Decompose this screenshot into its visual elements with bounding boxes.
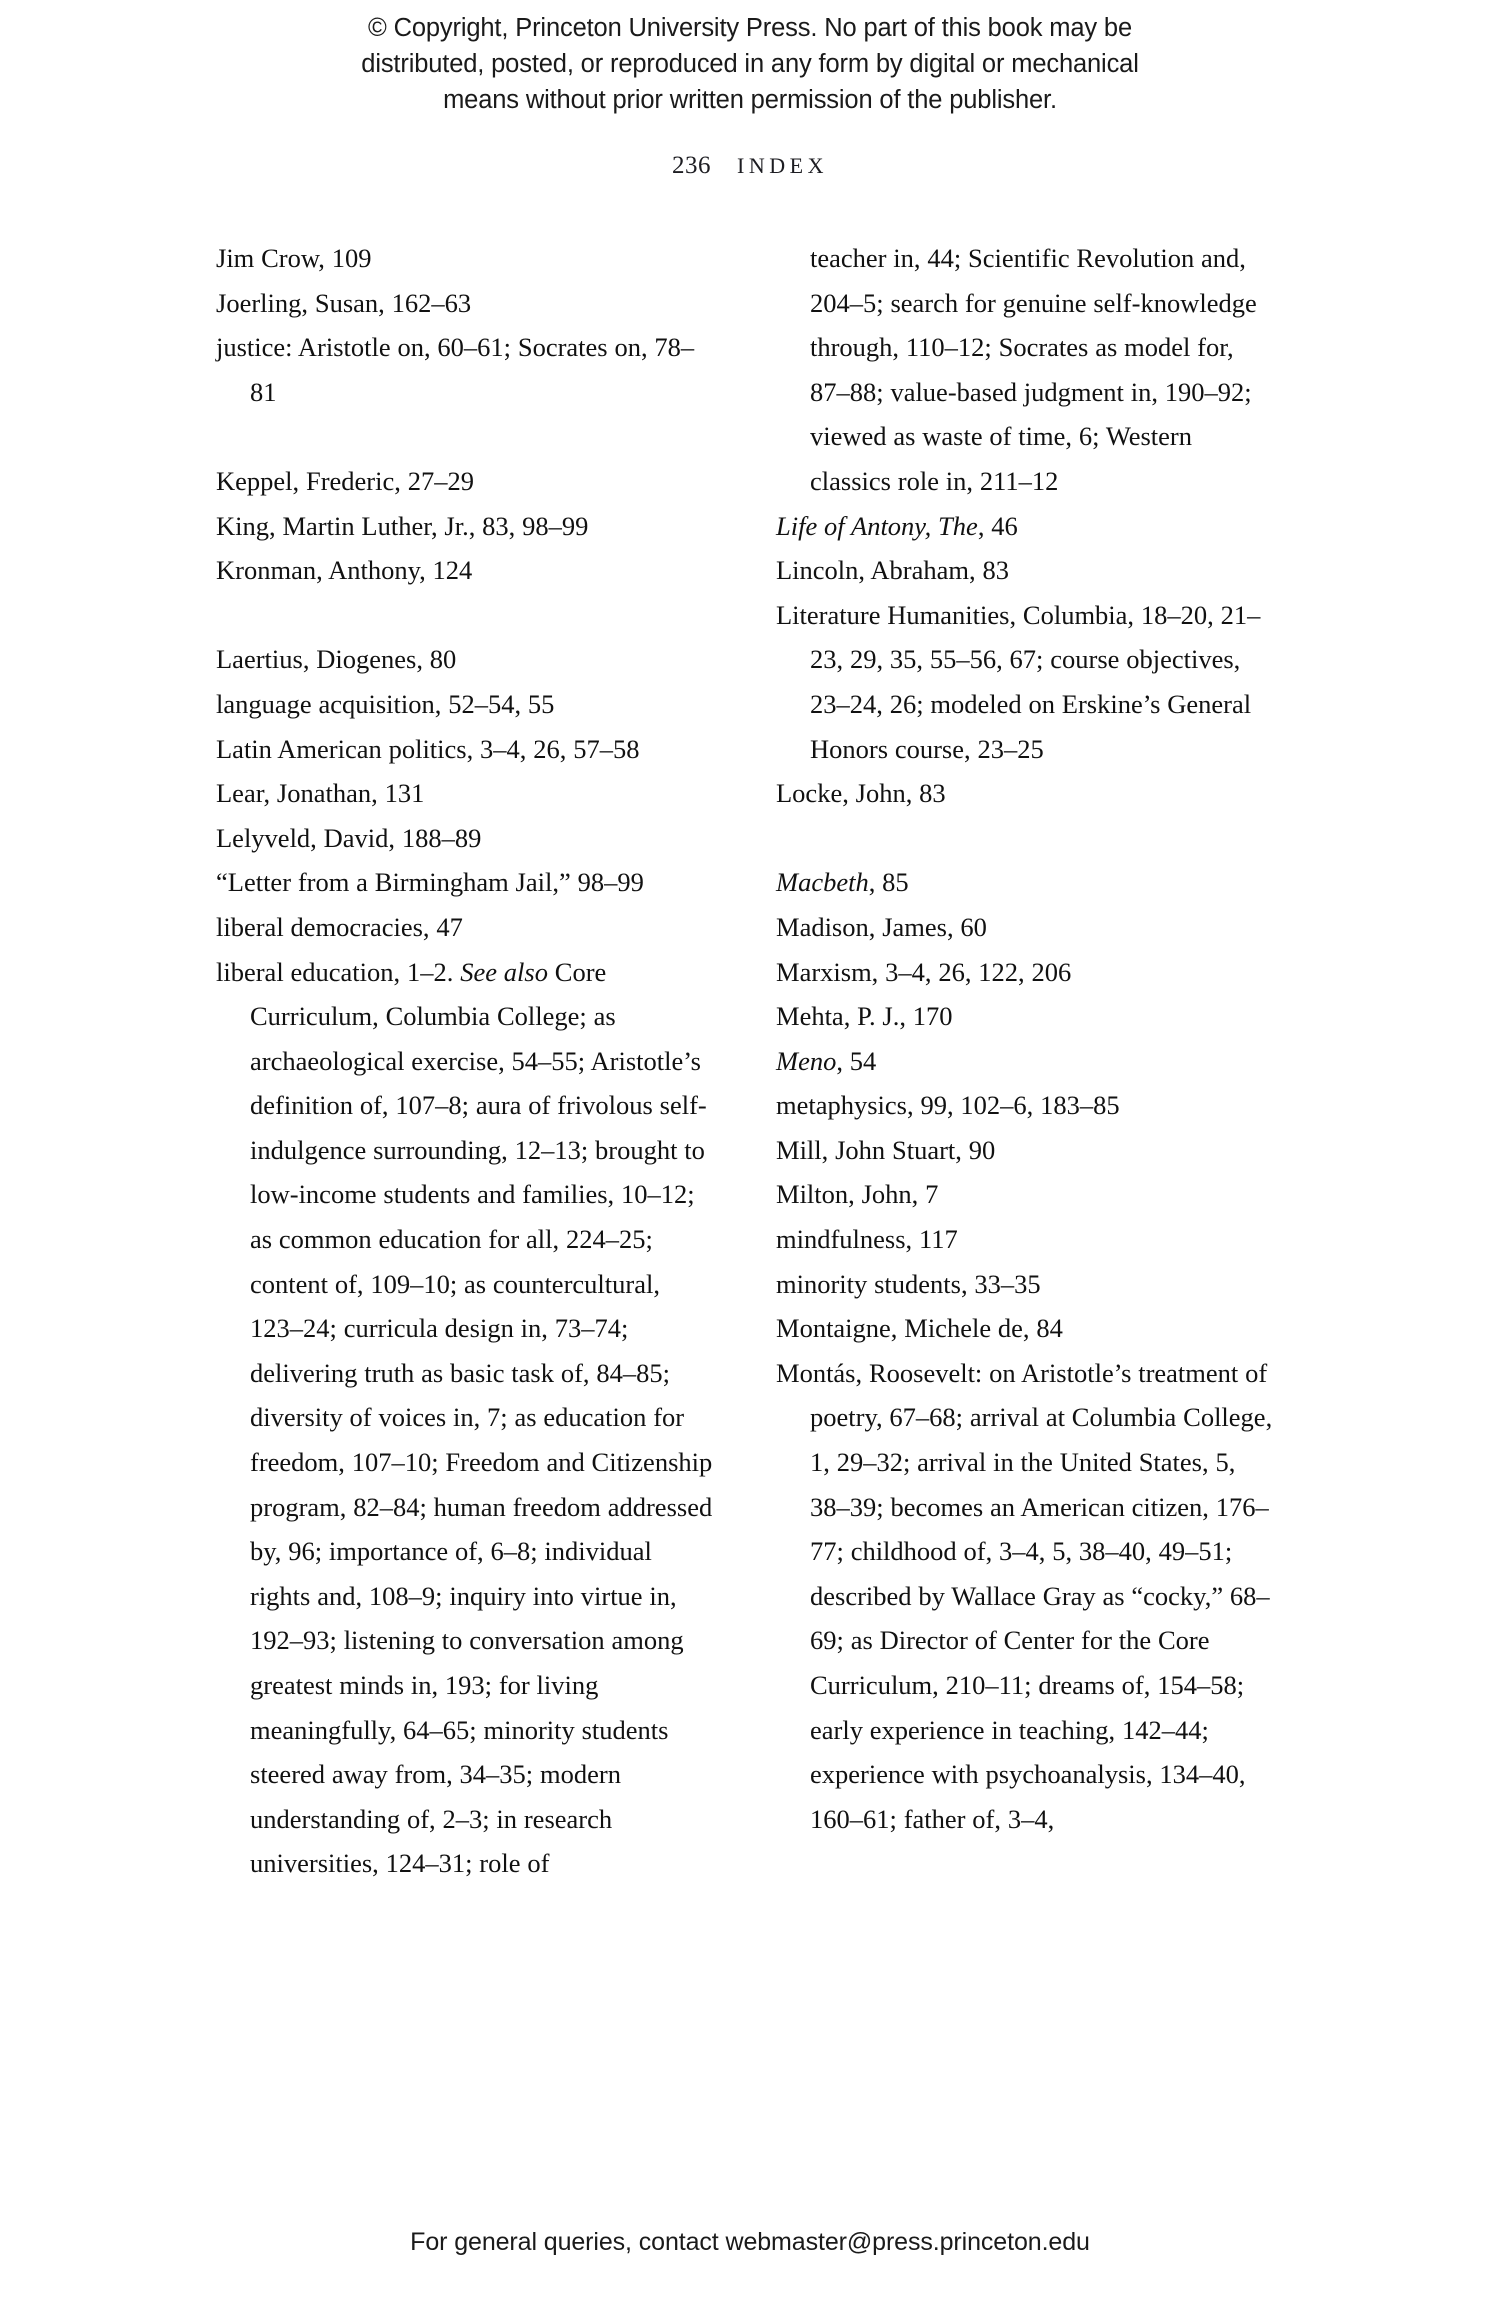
index-entry: “Letter from a Birmingham Jail,” 98–99	[216, 867, 644, 898]
entry-group-gap	[216, 414, 716, 459]
page-number: 236	[672, 152, 712, 179]
index-entry: minority students, 33–35	[776, 1268, 1041, 1299]
index-entry	[776, 504, 1276, 549]
index-entry: Latin American politics, 3–4, 26, 57–58	[216, 733, 640, 764]
entry-locators: , 54	[836, 1045, 877, 1076]
index-entry: justice: Aristotle on, 60–61; Socrates on, 78–81	[216, 332, 695, 407]
index-entry: Keppel, Frederic, 27–29	[216, 465, 474, 496]
index-entry: Kronman, Anthony, 124	[216, 555, 473, 586]
running-head-label: INDEX	[737, 153, 828, 178]
index-entry: liberal democracies, 47	[216, 911, 463, 942]
index-column-left	[216, 236, 716, 1886]
index-entry	[776, 860, 1276, 905]
index-entry: Lelyveld, David, 188–89	[216, 822, 482, 853]
index-column-right	[776, 236, 1276, 1841]
index-entry: Mehta, P. J., 170	[776, 1001, 953, 1032]
footer-query-note: For general queries, contact webmaster@press.princeton.edu	[410, 2228, 1090, 2256]
index-entry: Lincoln, Abraham, 83	[776, 555, 1009, 586]
index-entry: Laertius, Diogenes, 80	[216, 644, 457, 675]
index-entry-continued: teacher in, 44; Scientific Revolution and, 204–5; search for genuine self-knowledge through, 110–12; Socrates as model for, 87–88; value-based judgment in, 190–92; viewed as waste of time, 6; Western classics role in, 211–12	[810, 243, 1257, 496]
index-entry	[776, 1039, 1276, 1084]
index-entry: Montaigne, Michele de, 84	[776, 1313, 1063, 1344]
index-entry: Locke, John, 83	[776, 778, 946, 809]
index-entry: Marxism, 3–4, 26, 122, 206	[776, 956, 1072, 987]
work-title-italic: Life of Antony, The	[776, 510, 978, 541]
index-entry: Jim Crow, 109	[216, 243, 372, 273]
index-entry: Milton, John, 7	[776, 1179, 939, 1210]
index-entry: Literature Humanities, Columbia, 18–20, 21–23, 29, 35, 55–56, 67; course objectives, 23–24, 26; modeled on Erskine’s General Honors course, 23–25	[776, 599, 1261, 764]
index-entry: Lear, Jonathan, 131	[216, 778, 425, 809]
index-entry: Madison, James, 60	[776, 911, 987, 942]
index-entry: language acquisition, 52–54, 55	[216, 688, 555, 719]
index-entry: mindfulness, 117	[776, 1224, 958, 1255]
index-body	[216, 236, 1311, 1886]
copyright-notice	[0, 10, 1500, 118]
index-entry: Mill, John Stuart, 90	[776, 1134, 996, 1165]
entry-subentries-text: Core Curriculum, Columbia College; as archaeological exercise, 54–55; Aristotle’s definition of, 107–8; aura of frivolous self-indulgence surrounding, 12–13; brought to low-income students and families, 10–12; as common education for all, 224–25; content of, 109–10; as countercultural, 123–24; curricula design in, 73–74; delivering truth as basic task of, 84–85; diversity of voices in, 7; as education for freedom, 107–10; Freedom and Citizenship program, 82–84; human freedom addressed by, 96; importance of, 6–8; individual rights and, 108–9; inquiry into virtue in, 192–93; listening to conversation among greatest minds in, 193; for living meaningfully, 64–65; minority students steered away from, 34–35; modern understanding of, 2–3; in research universities, 124–31; role of	[250, 956, 713, 1879]
see-also-italic: See also	[460, 956, 548, 987]
copyright-line-1: © Copyright, Princeton University Press. No part of this book may be	[368, 14, 1132, 42]
index-entry-liberal-education	[216, 950, 716, 1886]
index-entry: Joerling, Susan, 162–63	[216, 287, 472, 318]
work-title-italic: Macbeth	[776, 867, 869, 898]
entry-lead-text: liberal education, 1–2.	[216, 956, 461, 987]
copyright-line-2: distributed, posted, or reproduced in any form by digital or mechanical	[361, 50, 1139, 78]
index-entry-montas: Montás, Roosevelt: on Aristotle’s treatment of poetry, 67–68; arrival at Columbia College, 1, 29–32; arrival in the United States, 5, 38–39; becomes an American citizen, 176–77; childhood of, 3–4, 5, 38–40, 49–51; described by Wallace Gray as “cocky,” 68–69; as Director of Center for the Core Curriculum, 210–11; dreams of, 154–58; early experience in teaching, 142–44; experience with psychoanalysis, 134–40, 160–61; father of, 3–4,	[776, 1357, 1273, 1834]
entry-locators: , 85	[868, 867, 909, 898]
entry-locators: , 46	[977, 510, 1018, 541]
work-title-italic: Meno	[776, 1045, 837, 1076]
index-entry: King, Martin Luther, Jr., 83, 98–99	[216, 510, 589, 541]
copyright-line-3: means without prior written permission of the publisher.	[443, 86, 1057, 114]
entry-group-gap	[216, 593, 716, 638]
running-head	[0, 152, 1500, 180]
entry-group-gap	[776, 816, 1276, 861]
index-entry: metaphysics, 99, 102–6, 183–85	[776, 1090, 1120, 1121]
